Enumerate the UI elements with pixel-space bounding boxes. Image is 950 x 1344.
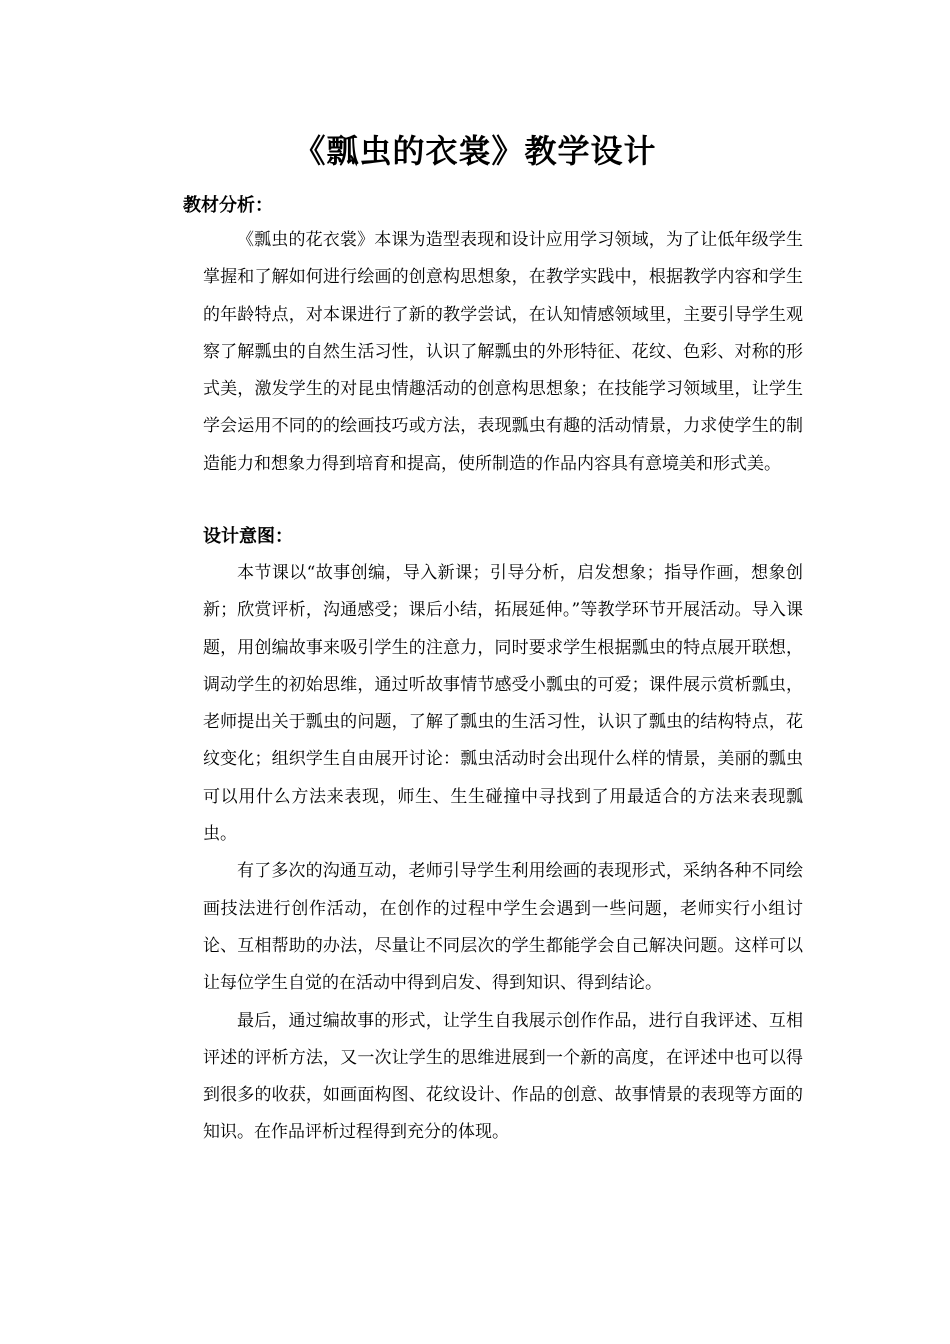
paragraph: 有了多次的沟通互动，老师引导学生利用绘画的表现形式，采纳各种不同绘画技法进行创作活动，在创作的过程中学生会遇到一些问题，老师实行小组讨论、互相帮助的办法，尽量让不同层次的学生都能学会自己解决问题。这样可以让每位学生自觉的在活动中得到启发、得到知识、得到结论。 [203,861,803,994]
section-body-design-intent [203,555,803,1152]
section-body-textbook-analysis [203,222,803,483]
document-title: 《瓢虫的衣裳》教学设计 [293,132,657,170]
paragraph: 《瓢虫的花衣裳》本课为造型表现和设计应用学习领域，为了让低年级学生掌握和了解如何进行绘画的创意构思想象，在教学实践中，根据教学内容和学生的年龄特点，对本课进行了新的教学尝试，在认知情感领域里，主要引导学生观察了解瓢虫的自然生活习性，认识了解瓢虫的外形特征、花纹、色彩、对称的形式美，激发学生的对昆虫情趣活动的创意构思想象；在技能学习领域里，让学生学会运用不同的的绘画技巧或方法，表现瓢虫有趣的活动情景，力求使学生的制造能力和想象力得到培育和提高，使所制造的作品内容具有意境美和形式美。 [203,230,803,474]
section-heading-design-intent: 设计意图： [203,526,293,547]
section-heading-textbook-analysis: 教材分析： [183,195,273,216]
paragraph: 本节课以“故事创编，导入新课；引导分析，启发想象；指导作画，想象创新；欣赏评析，沟通感受；课后小结，拓展延伸。”等教学环节开展活动。导入课题，用创编故事来吸引学生的注意力，同时要求学生根据瓢虫的特点展开联想，调动学生的初始思维，通过听故事情节感受小瓢虫的可爱；课件展示赏析瓢虫，老师提出关于瓢虫的问题，了解了瓢虫的生活习性，认识了瓢虫的结构特点，花纹变化；组织学生自由展开讨论：瓢虫活动时会出现什么样的情景，美丽的瓢虫可以用什么方法来表现，师生、生生碰撞中寻找到了用最适合的方法来表现瓢虫。 [203,563,803,845]
paragraph: 最后，通过编故事的形式，让学生自我展示创作作品，进行自我评述、互相评述的评析方法，又一次让学生的思维进展到一个新的高度，在评述中也可以得到很多的收获，如画面构图、花纹设计、作品的创意、故事情景的表现等方面的知识。在作品评析过程得到充分的体现。 [203,1010,803,1143]
